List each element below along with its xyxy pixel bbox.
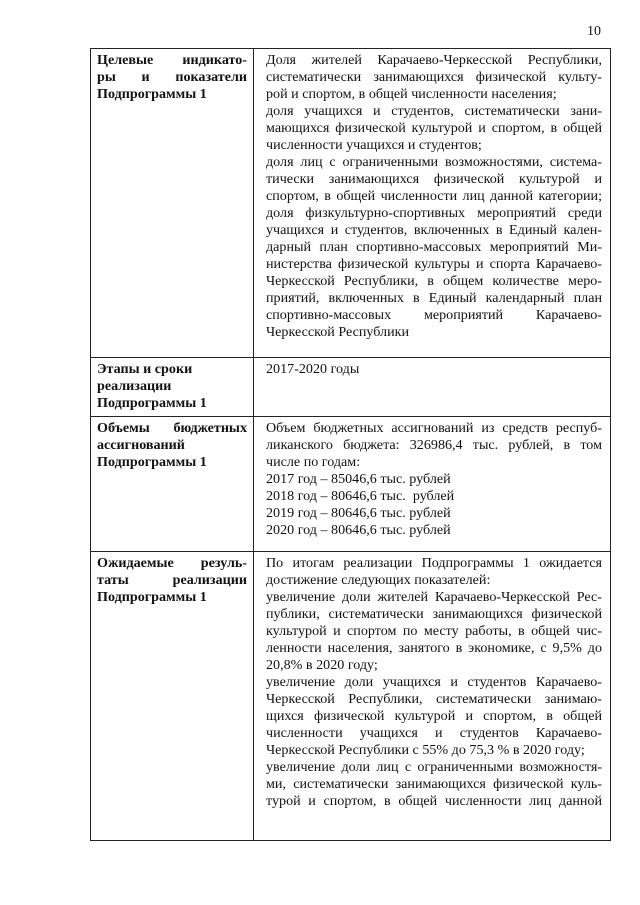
label-line: ры и показатели — [97, 69, 247, 85]
content-cell — [254, 49, 611, 358]
text-line: увеличение доли лиц с ограниченными возможностя- — [266, 759, 602, 775]
label-line: Подпрограммы 1 — [97, 395, 207, 411]
label-cell — [91, 552, 254, 841]
text-line: учащихся и студентов, включенных в Единый кален- — [266, 222, 602, 238]
label-line: таты реализации — [97, 572, 247, 588]
text-line: доля физкультурно-спортивных мероприятий среди — [266, 205, 602, 221]
text-line: 20,8% в 2020 году; — [266, 657, 378, 673]
text-line: 2018 год – 80646,6 тыс. рублей — [266, 488, 455, 504]
table-row-budget-allocations — [91, 417, 611, 552]
text-line: Черкесской Республики, в общем количестве меро- — [266, 273, 602, 289]
text-line: достижение следующих показателей: — [266, 572, 491, 588]
text-line: спортивно-массовых мероприятий Карачаево- — [266, 307, 602, 323]
content-cell — [254, 417, 611, 552]
text-line: тически занимающихся физической культурой и — [266, 171, 602, 187]
text-line: культурой и спортом по месту работы, в общей чис- — [266, 623, 602, 639]
text-line: Черкесской Республики, систематически занимаю- — [266, 691, 602, 707]
text-line: 2019 год – 80646,6 тыс. рублей — [266, 505, 451, 521]
text-line: 2017 год – 85046,6 тыс. рублей — [266, 471, 451, 487]
label-line: Подпрограммы 1 — [97, 86, 207, 102]
text-line: приятий, включенных в Единый календарный план — [266, 290, 602, 306]
label-line: Подпрограммы 1 — [97, 454, 207, 470]
text-line: публики, систематически занимающихся физической — [266, 606, 602, 622]
text-line: мающихся физической культурой и спортом, в общей — [266, 120, 602, 136]
text-line: нистерства физической культуры и спорта Карачаево- — [266, 256, 602, 272]
text-line: систематически занимающихся физической культу- — [266, 69, 602, 85]
label-cell — [91, 417, 254, 552]
label-line: Ожидаемые резуль- — [97, 555, 247, 571]
text-line: рой и спортом, в общей численности населения; — [266, 86, 557, 102]
text-line: Черкесской Республики — [266, 324, 410, 340]
label-cell — [91, 49, 254, 358]
text-line: щихся физической культурой и спортом, в общей — [266, 708, 602, 724]
table-row-target-indicators — [91, 49, 611, 358]
text-line: Объем бюджетных ассигнований из средств респуб- — [266, 420, 602, 436]
label-cell — [91, 358, 254, 417]
label-line: ассигнований — [97, 437, 185, 453]
content-cell — [254, 358, 611, 417]
text-line: По итогам реализации Подпрограммы 1 ожидается — [266, 555, 602, 571]
table-row-expected-results — [91, 552, 611, 841]
subprogram-passport-table — [90, 48, 611, 841]
text-line: Черкесской Республики с 55% до 75,3 % в 2020 году; — [266, 742, 585, 758]
text-line: турой и спортом, в общей численности лиц данной — [266, 793, 602, 809]
label-line: Подпрограммы 1 — [97, 589, 207, 605]
text-line: 2020 год – 80646,6 тыс. рублей — [266, 522, 451, 538]
label-line: Этапы и сроки — [97, 361, 193, 377]
text-line: Доля жителей Карачаево-Черкесской Республики, — [266, 52, 602, 68]
text-line: дарный план спортивно-массовых мероприятий Ми- — [266, 239, 602, 255]
text-line: доля лиц с ограниченными возможностями, система- — [266, 154, 602, 170]
text-line: увеличение доли учащихся и студентов Карачаево- — [266, 674, 602, 690]
text-line: ленности населения, занятого в экономике, с 9,5% до — [266, 640, 602, 656]
text-line: 2017-2020 годы — [266, 361, 360, 377]
table-row-stages-and-terms — [91, 358, 611, 417]
label-line: Объемы бюджетных — [97, 420, 247, 436]
page-number: 10 — [587, 24, 601, 39]
text-line: численности учащихся и студентов Карачаево- — [266, 725, 602, 741]
text-line: спортом, в общей численности лиц данной категории; — [266, 188, 602, 204]
text-line: увеличение доли жителей Карачаево-Черкесской Рес- — [266, 589, 602, 605]
text-line: числе по годам: — [266, 454, 361, 470]
text-line: ми, систематически занимающихся физической куль- — [266, 776, 602, 792]
label-line: Целевые индикато- — [97, 52, 247, 68]
text-line: ликанского бюджета: 326986,4 тыс. рублей, в том — [266, 437, 602, 453]
text-line: численности учащихся и студентов; — [266, 137, 482, 153]
text-line: доля учащихся и студентов, систематически зани- — [266, 103, 602, 119]
label-line: реализации — [97, 378, 172, 394]
content-cell — [254, 552, 611, 841]
